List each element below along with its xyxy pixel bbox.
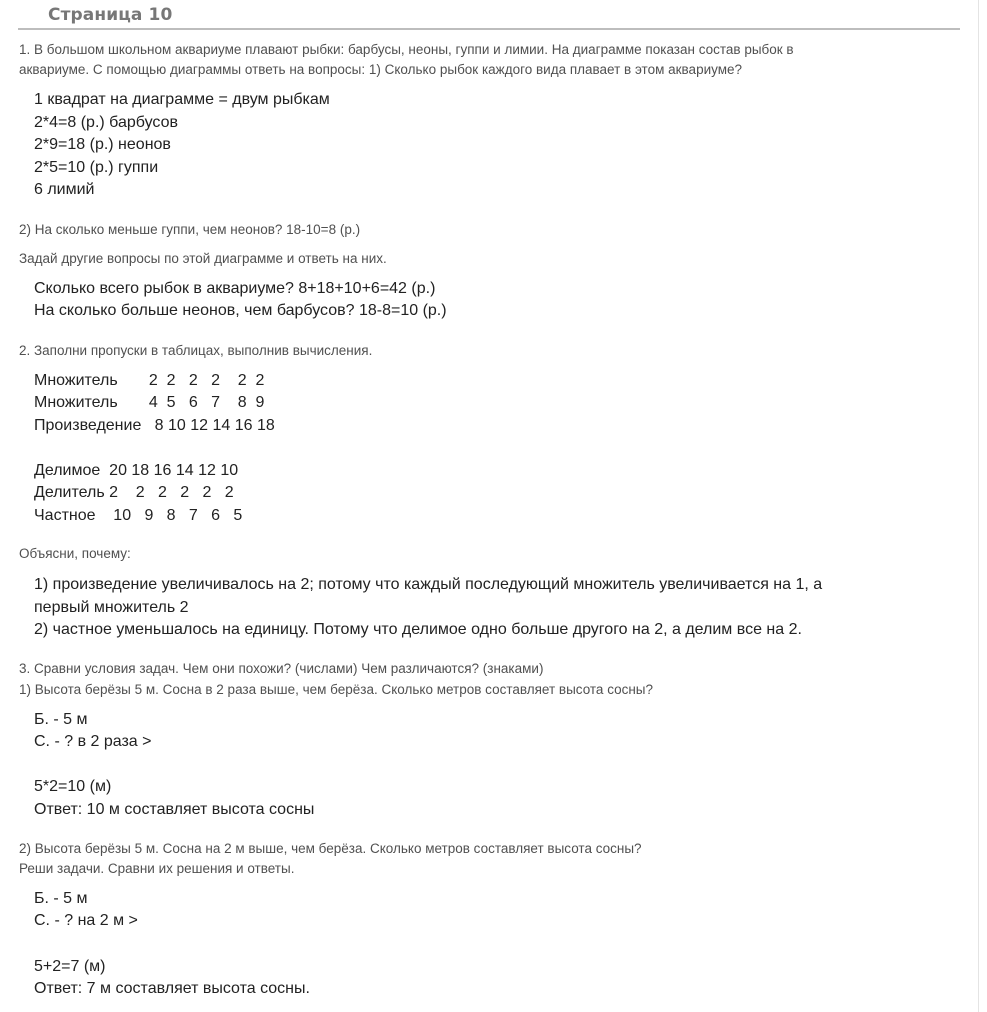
task2-explain-line: 1) произведение увеличивалось на 2; потому что каждый последующий множитель увеличивается на 1, а	[34, 576, 823, 593]
task3-solution1-line: Ответ: 10 м составляет высота сосны	[34, 801, 315, 818]
table-row: Частное 10 9 8 7 6 5	[34, 507, 243, 524]
task1-question2: 2) На сколько меньше гуппи, чем неонов? 18-10=8 (р.)	[19, 222, 361, 237]
task3-answer2-line: Б. - 5 м	[34, 890, 88, 907]
task1-question-line1: 1. В большом школьном аквариуме плавают рыбки: барбусы, неоны, гуппи и лимии. На диаграмме показан состав рыбок в	[19, 42, 794, 57]
task1-answer-line: 2*4=8 (р.) барбусов	[34, 114, 178, 131]
task1-answer3-line: Сколько всего рыбок в аквариуме? 8+18+10+6=42 (р.)	[34, 280, 436, 297]
task1-answer3-line: На сколько больше неонов, чем барбусов? 18-8=10 (р.)	[34, 302, 447, 319]
page-title: Страница 10	[48, 5, 173, 25]
task3-answer2-line: С. - ? на 2 м >	[34, 912, 138, 929]
task1-question3: Задай другие вопросы по этой диаграмме и ответь на них.	[19, 251, 387, 266]
task1-answer-line: 2*5=10 (р.) гуппи	[34, 159, 159, 176]
page-right-border	[978, 0, 979, 1012]
task2-explain-line: первый множитель 2	[34, 599, 189, 616]
table-row: Множитель 2 2 2 2 2 2	[34, 372, 265, 389]
task3-solution1-line: 5*2=10 (м)	[34, 778, 112, 795]
task3-solution2-line: 5+2=7 (м)	[34, 958, 106, 975]
task1-answer-line: 6 лимий	[34, 181, 95, 198]
table-row: Произведение 8 10 12 14 16 18	[34, 417, 275, 434]
page-header	[18, 2, 960, 30]
task3-question-line1: 3. Сравни условия задач. Чем они похожи? (числами) Чем различаются? (знаками)	[19, 661, 544, 676]
task1-question-line2: аквариуме. С помощью диаграммы ответь на вопросы: 1) Сколько рыбок каждого вида плавает в этом аквариуме?	[19, 62, 743, 77]
table-row: Множитель 4 5 6 7 8 9	[34, 394, 265, 411]
task3-question2-line2: Реши задачи. Сравни их решения и ответы.	[19, 861, 295, 876]
table-row: Делимое 20 18 16 14 12 10	[34, 462, 239, 479]
table-row: Делитель 2 2 2 2 2 2	[34, 484, 234, 501]
task3-question2-line1: 2) Высота берёзы 5 м. Сосна на 2 м выше, чем берёза. Сколько метров составляет высота сосны?	[19, 841, 642, 856]
task1-answer-line: 2*9=18 (р.) неонов	[34, 136, 171, 153]
task3-answer1-line: Б. - 5 м	[34, 711, 88, 728]
task3-solution2-line: Ответ: 7 м составляет высота сосны.	[34, 980, 310, 997]
task2-explain-line: 2) частное уменьшалось на единицу. Потому что делимое одно больше другого на 2, а делим все на 2.	[34, 621, 802, 638]
task3-answer1-line: С. - ? в 2 раза >	[34, 733, 152, 750]
task3-question-line2: 1) Высота берёзы 5 м. Сосна в 2 раза выше, чем берёза. Сколько метров составляет высота сосны?	[19, 682, 654, 697]
task1-answer-line: 1 квадрат на диаграмме = двум рыбкам	[34, 91, 330, 108]
task2-question: 2. Заполни пропуски в таблицах, выполнив вычисления.	[19, 343, 373, 358]
task2-explain-label: Объясни, почему:	[19, 546, 131, 561]
